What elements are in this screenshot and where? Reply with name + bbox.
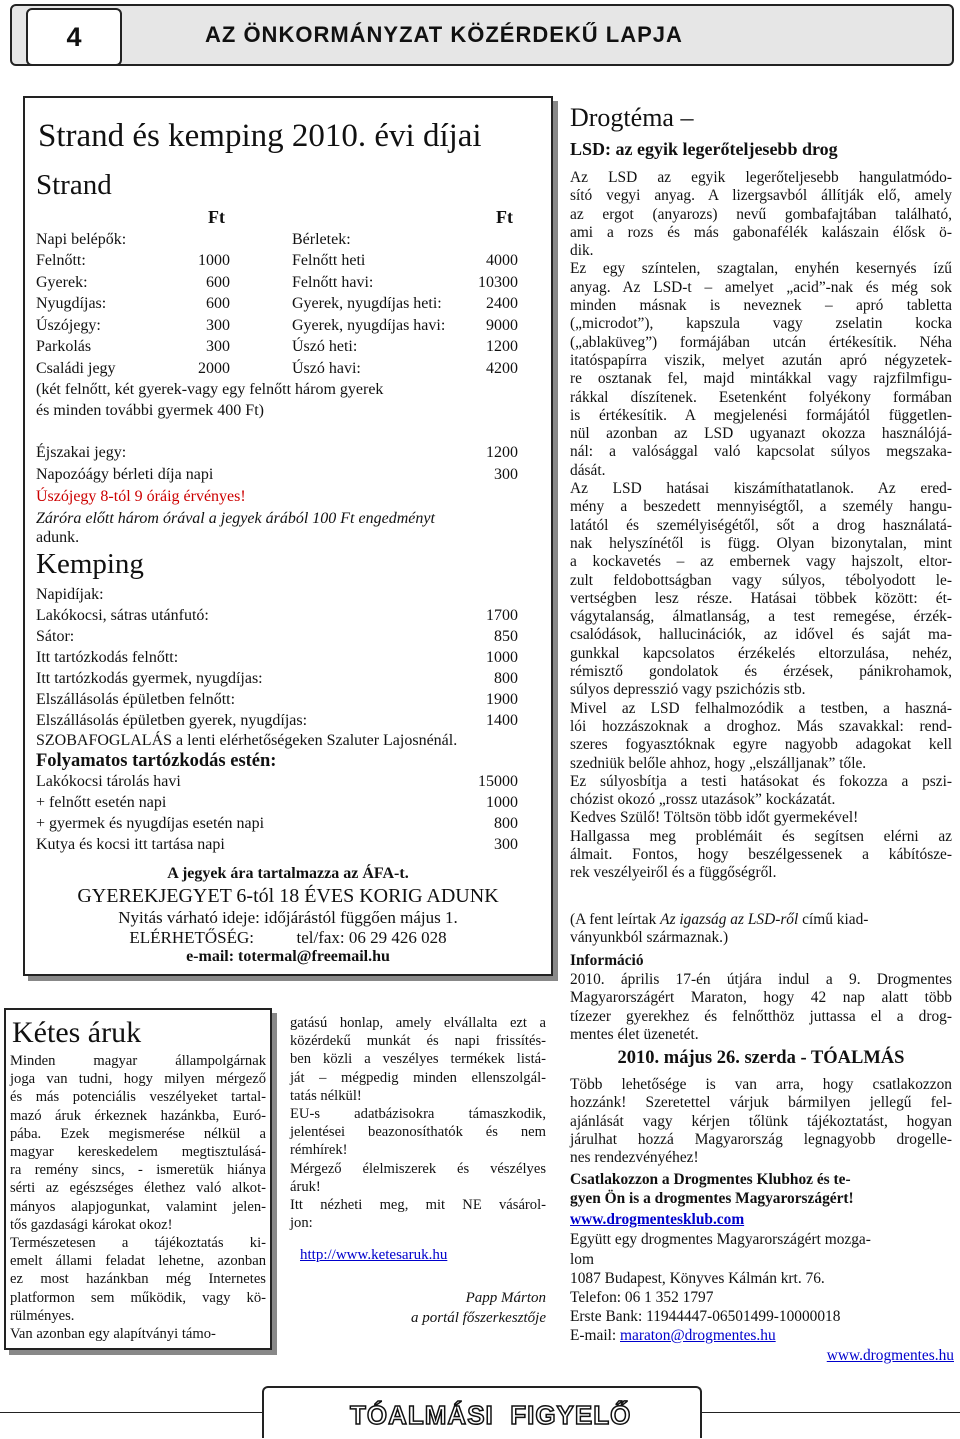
- info-label: Információ: [570, 952, 644, 969]
- family-note-1: (két felnőtt, két gyerek-vagy egy felnőtt három gyerek: [36, 381, 384, 398]
- text-line: nes rendezvényéhez!: [570, 1149, 699, 1167]
- text-line: („ablaküveg”) formájában utcán értékesítik. Néha: [570, 333, 952, 351]
- drog-heading: Drogtéma –: [570, 103, 694, 132]
- join-line-2: gyen Ön is a drogmentes Magyarországért!: [570, 1190, 854, 1207]
- pass-label: Úszó havi:: [292, 359, 361, 377]
- pass-value: 4200: [486, 359, 518, 377]
- text-line: ami a rozs és más gabonafélék kalászain élősk ö-: [570, 223, 952, 241]
- price-label: Gyerek:: [36, 273, 88, 291]
- text-line: mény a beszedett mennyiségtől, a személy hangu-: [570, 498, 952, 516]
- text-line: is értékesítik. A megjelenési formájától független-: [570, 406, 952, 424]
- text-line: jelentései beazonosíthatók és nem: [290, 1124, 546, 1141]
- price-label: Parkolás: [36, 338, 92, 355]
- text-line: Az LSD az egyik legerőteljesebb hangulatmódo-: [570, 169, 952, 186]
- price-label: Felnőtt:: [36, 252, 86, 269]
- text-line: pába. Ezek megismerése nélkül a: [10, 1125, 266, 1142]
- pass-value: 9000: [486, 316, 518, 334]
- text-line: dik.: [570, 242, 594, 260]
- text-line: rülményes.: [10, 1307, 75, 1324]
- text-line: járulhat hozzá Magyarország legnagyobb drogelle-: [570, 1130, 952, 1148]
- org-site-link[interactable]: www.drogmentes.hu: [826, 1347, 954, 1364]
- text-line: Ez egy színtelen, szagtalan, enyhén kesernyés ízű: [570, 260, 952, 278]
- text-line: vertségben lesz része. Hatásai többek között: ét-: [570, 589, 952, 607]
- text-line: Magyarországért Maraton, hogy 42 nap alatt több: [570, 989, 952, 1007]
- kemping-label: Elszállásolás épületben felnőtt:: [36, 691, 236, 708]
- sunbed-label: Napozóágy bérleti díja napi: [36, 466, 214, 483]
- pass-value: 10300: [478, 273, 518, 291]
- kemping-heading: Kemping: [36, 548, 144, 580]
- drog-subtitle: LSD: az egyik legerőteljesebb drog: [570, 139, 838, 159]
- text-line: anyag. Az LSD-t – amelyet „acid”-nak és még sok: [570, 278, 952, 296]
- text-line: súlyos depresszió vagy pszichózis stb.: [570, 681, 806, 699]
- text-line: lói hozzászoknak a droghoz. Más szavakkal: rend-: [570, 717, 952, 735]
- org-bank: Erste Bank: 11944447-06501499-10000018: [570, 1308, 841, 1325]
- org-email-line: [570, 1326, 776, 1346]
- org-email-label: E-mail:: [570, 1327, 621, 1344]
- price-value: 300: [206, 338, 230, 355]
- info-body: [570, 971, 952, 1044]
- text-line: mányos alapjogunkat, valamint jelen-: [10, 1198, 266, 1215]
- text-line: rémhírek!: [290, 1142, 348, 1159]
- text-line: gunkkal kapcsolatos érzékelés eltorzulása, nehéz,: [570, 644, 952, 662]
- text-line: dását.: [570, 461, 606, 479]
- pass-value: 1200: [486, 338, 518, 355]
- text-line: magyar kereskedelem megtisztulásá-: [10, 1144, 266, 1161]
- price-value: 1000: [198, 252, 230, 269]
- folyamatos-label: + gyermek és nyugdíjas esetén napi: [36, 815, 265, 832]
- text-line: álmait. Fontos, hogy beszélgessenek a kábítósze-: [570, 845, 952, 863]
- text-line: Több lehetősége is van arra, hogy csatlakozzon: [570, 1076, 952, 1093]
- text-line: Az LSD hatásai kiszámíthatatlanok. Az ered-: [570, 480, 952, 498]
- text-line: Ez súlyosbítja a testi hatásokat és fokozza a pszi-: [570, 772, 952, 790]
- kemping-value: 1900: [486, 691, 518, 708]
- drog-source-1: [570, 911, 868, 929]
- price-label: Nyugdíjas:: [36, 295, 107, 312]
- org-line-1: Együtt egy drogmentes Magyarországért mozga-: [570, 1231, 871, 1248]
- text-line: rákkal díszítenek. Esetenként folyékony formában: [570, 388, 952, 406]
- text-line: csalódások, hallucinációk, az idővel és saját ma-: [570, 626, 952, 644]
- kemping-label: Elszállásolás épületben gyerek, nyugdíjas:: [36, 712, 308, 729]
- ft-col-left: Ft: [208, 207, 225, 227]
- kemping-label: Itt tartózkodás gyermek, nyugdíjas:: [36, 670, 263, 687]
- text-line: szedniük belőle ahhoz, hogy „elszálljanak” tőle.: [570, 754, 867, 772]
- text-line: emelt állami feladat lehetne, azonban: [10, 1253, 266, 1270]
- kemping-value: 1000: [486, 649, 518, 666]
- closing-note-1: Záróra előtt három órával a jegyek árából 100 Ft engedményt: [36, 510, 435, 527]
- text-line: latától és személyiségétől, sőt a drog használatá-: [570, 516, 952, 534]
- text-line: joga van tudni, hogy milyen mérgező: [10, 1071, 266, 1088]
- text-line: platformon sem működik, vagy kö-: [10, 1289, 266, 1306]
- folyamatos-value: 800: [494, 815, 518, 832]
- closing-note-2: adunk.: [36, 529, 80, 546]
- pass-label: Felnőtt heti: [292, 252, 366, 269]
- kemping-value: 850: [494, 628, 518, 645]
- org-phone: Telefon: 06 1 352 1797: [570, 1289, 714, 1306]
- text-line: ját – mégpedig minden ellenszolgál-: [290, 1069, 546, 1086]
- club-link[interactable]: www.drogmentesklub.com: [570, 1211, 745, 1228]
- berletek-label: Bérletek:: [292, 231, 351, 248]
- text-line: re osztanak fel, majd mintákkal vagy rajzfilmfigu-: [570, 370, 952, 388]
- pass-label: Gyerek, nyugdíjas heti:: [292, 295, 442, 312]
- kemping-label: Lakókocsi, sátras utánfutó:: [36, 607, 209, 624]
- text-line: zult feldobottságban vagy súlyos, tébolyodott le-: [570, 571, 952, 589]
- join-line-1: Csatlakozzon a Drogmentes Klubhoz és te-: [570, 1171, 851, 1188]
- text-line: tatás nélkül!: [290, 1087, 362, 1104]
- page-number: 4: [26, 8, 122, 66]
- folyamatos-value: 15000: [478, 773, 518, 790]
- text-line: szeres fogyasztóknak egyre nagyobb adagokat kell: [570, 736, 952, 754]
- ketes-heading: Kétes áruk: [12, 1016, 142, 1049]
- text-line: nak helyszínétől is függ. Olyan bizonytalan, mint: [570, 534, 952, 552]
- ketes-left-column: [10, 1052, 266, 1343]
- text-line: nül azonban az LSD ugyanazt okozza használójá-: [570, 425, 952, 443]
- date-body: [570, 1076, 952, 1167]
- ketes-link[interactable]: http://www.ketesaruk.hu: [300, 1247, 448, 1263]
- text-line: minden másnak is neveznek – apró tabletta: [570, 297, 952, 315]
- drog-source-post: című kiad-: [798, 911, 869, 928]
- ft-col-right: Ft: [496, 207, 513, 227]
- afa-note: A jegyek ára tartalmazza az ÁFA-t.: [167, 865, 409, 882]
- text-line: és más potenciális veszélyeket tartal-: [10, 1089, 266, 1106]
- strand-title: Strand és kemping 2010. évi díjai: [38, 118, 482, 154]
- contact-email: e-mail: totermal@freemail.hu: [186, 948, 390, 965]
- page-header: [10, 4, 954, 66]
- text-line: Hallgassa meg problémáit és segítsen elérni az: [570, 827, 952, 845]
- folyamatos-label: Kutya és kocsi itt tartása napi: [36, 836, 225, 853]
- kemping-label: Sátor:: [36, 628, 75, 645]
- gyerekjegy-note: GYEREKJEGYET 6-tól 18 ÉVES KORIG ADUNK: [77, 885, 499, 907]
- drog-body: [570, 169, 952, 883]
- text-line: nál: a valósággal való kapcsolat súlyos megszaka-: [570, 443, 952, 461]
- pass-value: 4000: [486, 252, 518, 269]
- text-line: Mivel az LSD felhalmozódik a testben, a haszná-: [570, 699, 952, 717]
- kemping-value: 1400: [486, 712, 518, 729]
- text-line: sító vegyi anyag. A lizergsavból állítják elő, amely: [570, 187, 952, 205]
- text-line: mazó áruk érkeznek hazánkba, Euró-: [10, 1107, 266, 1124]
- price-label: Úszójegy:: [36, 316, 101, 334]
- nyitas-note: Nyitás várható ideje: időjárástól függően május 1.: [118, 908, 458, 927]
- swim-ticket-note: Úszójegy 8-tól 9 óráig érvényes!: [36, 488, 246, 505]
- text-line: Van azonban egy alapítványi támo-: [10, 1326, 216, 1343]
- drog-source-title: Az igazság az LSD-ről: [660, 911, 799, 928]
- price-value: 600: [206, 295, 230, 312]
- pass-value: 2400: [486, 295, 518, 312]
- kemping-label: Itt tartózkodás felnőtt:: [36, 649, 179, 666]
- ketes-author-role: a portál főszerkesztője: [411, 1310, 546, 1326]
- text-line: gatású honlap, amely elvállalta ezt a: [290, 1015, 546, 1031]
- szoba-note: SZOBAFOGLALÁS a lenti elérhetőségeken Szaluter Lajosnénál.: [36, 732, 458, 749]
- text-line: sérti az egészséges élethez való alkot-: [10, 1180, 266, 1197]
- drog-source-2: ványunkból származnak.): [570, 929, 729, 946]
- text-line: ajánlását vagy kérjen tőlünk tájékoztatást, hogyan: [570, 1112, 952, 1130]
- drog-source-pre: (A fent leírtak: [570, 911, 661, 928]
- folyamatos-label: Lakókocsi tárolás havi: [36, 773, 181, 790]
- text-line: ben közli a veszélyes termékek listá-: [290, 1051, 546, 1068]
- text-line: mentes élet üzenetét.: [570, 1025, 699, 1043]
- text-line: ez most hazánkban még Internetes: [10, 1271, 266, 1288]
- text-line: hozzánk! Szeretettel várjuk bármilyen jellegű fel-: [570, 1094, 952, 1112]
- text-line: Természetesen a tájékoztatás ki-: [10, 1235, 266, 1252]
- text-line: itatóspapírra viszik, melyet azután apró négyzetek-: [570, 351, 952, 369]
- price-value: 2000: [198, 359, 230, 377]
- text-line: áruk!: [290, 1178, 321, 1195]
- text-line: tős gazdasági károkat okoz!: [10, 1216, 173, 1233]
- pass-label: Úszó heti:: [292, 338, 358, 355]
- sunbed-value: 300: [494, 466, 518, 483]
- text-line: jon:: [290, 1215, 313, 1232]
- text-line: („microdot”), kapszula vagy zselatin kocka: [570, 315, 952, 333]
- folyamatos-heading: Folyamatos tartózkodás estén:: [36, 751, 277, 771]
- text-line: Mérgező élelmiszerek és vészélyes: [290, 1160, 546, 1177]
- night-label: Éjszakai jegy:: [36, 444, 127, 461]
- footer-title: TÓALMÁSI FIGYELŐ: [350, 1400, 632, 1430]
- text-line: Itt nézheti meg, mit NE vásárol-: [290, 1197, 546, 1214]
- date-heading: 2010. május 26. szerda - TÓALMÁS: [617, 1048, 905, 1068]
- text-line: az ergot (anyarozs) nevű gombafajtában található,: [570, 205, 952, 223]
- text-line: 2010. április 17-én útjára indul a 9. Drogmentes: [570, 971, 952, 988]
- org-email-link[interactable]: maraton@drogmentes.hu: [620, 1327, 776, 1344]
- strand-heading: Strand: [36, 169, 112, 201]
- ketes-author: Papp Márton: [465, 1290, 546, 1306]
- text-line: tízezer gyerekhez és felnőtthöz juttassa el a drog-: [570, 1007, 952, 1025]
- text-line: közérdekű munkát és napi frissítés-: [290, 1033, 546, 1050]
- text-line: ra remény sincs, - ismeretük hiánya: [10, 1162, 266, 1179]
- org-address: 1087 Budapest, Könyves Kálmán krt. 76.: [570, 1270, 825, 1287]
- kemping-value: 1700: [486, 607, 518, 624]
- folyamatos-label: + felnőtt esetén napi: [36, 794, 167, 811]
- family-note-2: és minden további gyermek 400 Ft): [36, 402, 264, 419]
- price-value: 600: [206, 273, 230, 291]
- folyamatos-value: 300: [494, 836, 518, 853]
- pass-label: Felnőtt havi:: [292, 273, 374, 291]
- text-line: vágytalanság, álmatlanság, a test remegése, érzék-: [570, 608, 952, 626]
- org-line-2: lom: [570, 1251, 594, 1268]
- napidijak-label: Napidíjak:: [36, 586, 104, 603]
- folyamatos-value: 1000: [486, 794, 518, 811]
- text-line: rémisztő gondolatok és érzések, pánikrohamok,: [570, 663, 952, 681]
- text-line: rek veszélyeiről és a függőségről.: [570, 864, 777, 882]
- kemping-value: 800: [494, 670, 518, 687]
- ketes-right-column: [290, 1014, 546, 1232]
- pass-label: Gyerek, nyugdíjas havi:: [292, 316, 446, 334]
- text-line: a kockavetés – az embernek vagy hajszolt, eltor-: [570, 553, 952, 571]
- publication-title: AZ ÖNKORMÁNYZAT KÖZÉRDEKŰ LAPJA: [205, 22, 683, 47]
- price-value: 300: [206, 316, 230, 334]
- night-value: 1200: [486, 444, 518, 461]
- text-line: chózist okozó „rossz utazások” kockázatát.: [570, 791, 836, 809]
- price-label: Családi jegy: [36, 359, 116, 377]
- napi-label: Napi belépők:: [36, 231, 127, 248]
- elerhetoseg-line: ELÉRHETŐSÉG: tel/fax: 06 29 426 028: [129, 928, 447, 947]
- text-line: EU-s adatbázisokra támaszkodik,: [290, 1106, 546, 1123]
- text-line: Minden magyar állampolgárnak: [10, 1053, 266, 1069]
- text-line: Kedves Szülő! Töltsön több időt gyermekével!: [570, 809, 859, 827]
